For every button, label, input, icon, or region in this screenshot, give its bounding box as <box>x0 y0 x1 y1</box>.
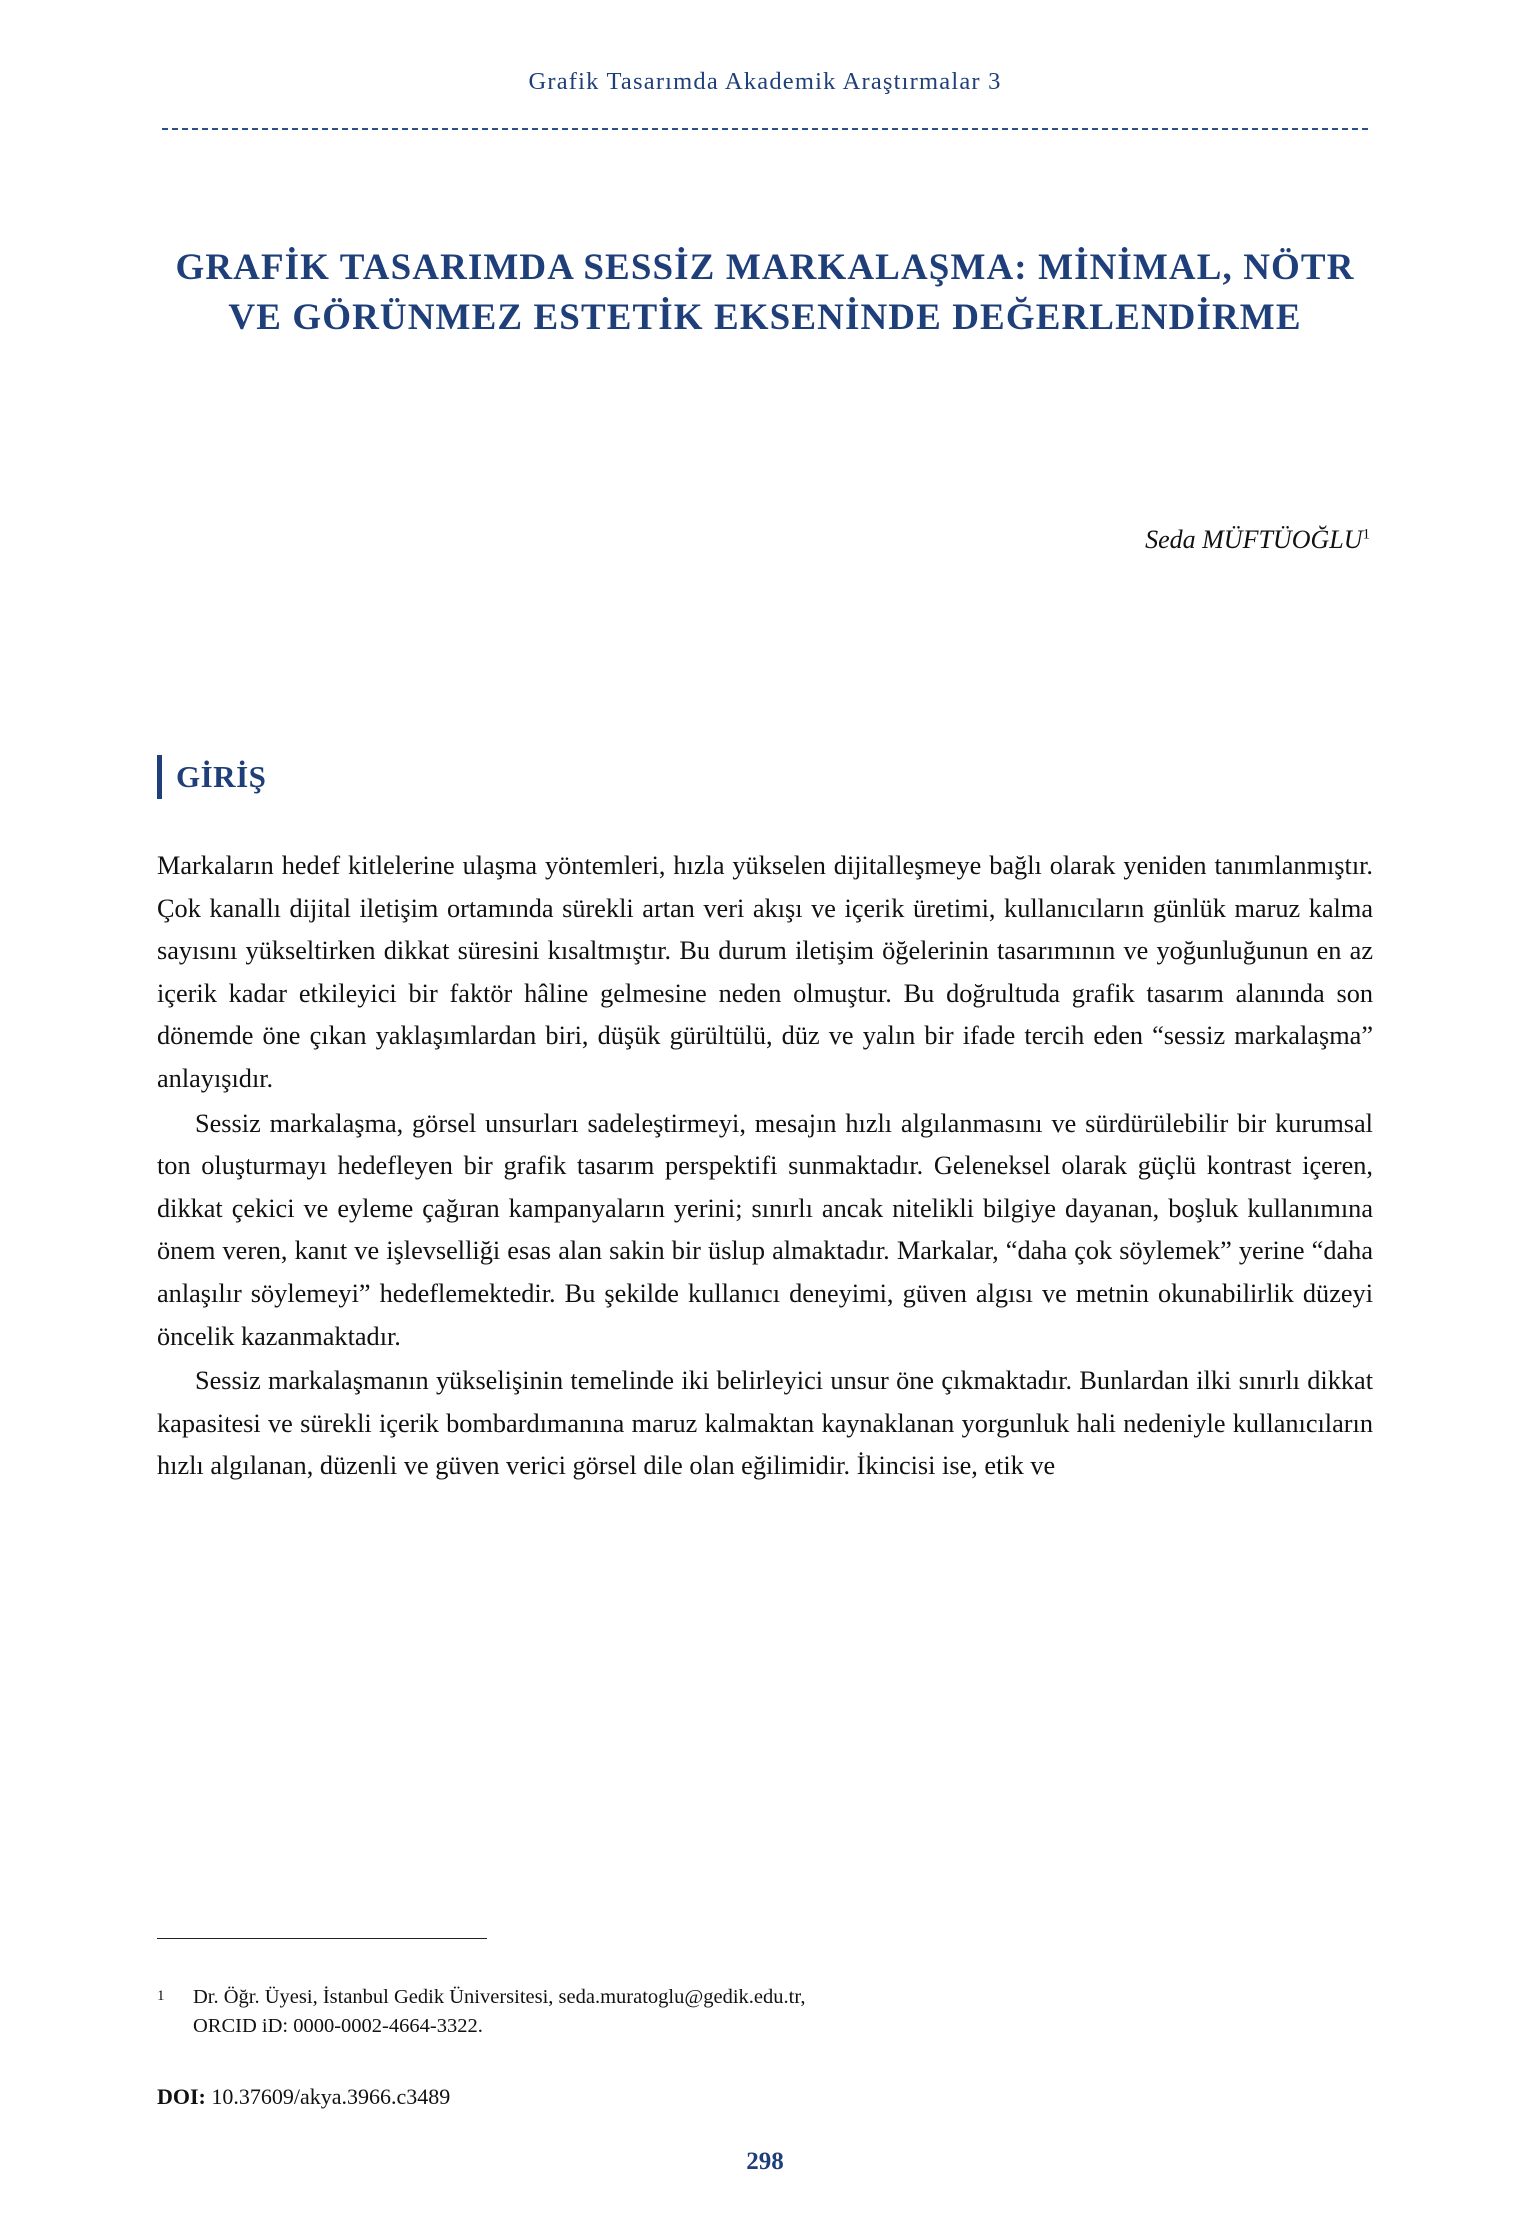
section-heading <box>157 755 266 799</box>
footnote-divider <box>157 1938 487 1939</box>
paragraph: Sessiz markalaşmanın yükselişinin temelinde iki belirleyici unsur öne çıkmaktadır. Bunlardan ilki sınırlı dikkat kapasitesi ve sürekli içerik bombardımanına maruz kalmaktan kaynaklanan yorgunluk hali nedeniyle kullanıcıların hızlı algılanan, düzenli ve güven verici görsel dile olan eğilimidir. İkincisi ise, etik ve <box>157 1366 1373 1481</box>
author-footnote-marker: 1 <box>1362 526 1370 543</box>
paragraph: Markaların hedef kitlelerine ulaşma yöntemleri, hızla yükselen dijitalleşmeye bağlı olarak yeniden tanımlanmıştır. Çok kanallı dijital iletişim ortamında sürekli artan veri akışı ve içerik üretimi, kullanıcıların günlük maruz kalma sayısını yükseltirken dikkat süresini kısaltmıştır. Bu durum iletişim öğelerinin tasarımının ve yoğunluğunun en az içerik kadar etkileyici bir faktör hâline gelmesine neden olmuştur. Bu doğrultuda grafik tasarım alanında son dönemde öne çıkan yaklaşımlardan biri, düşük gürültülü, düz ve yalın bir ifade tercih eden “sessiz markalaşma” anlayışıdır. <box>157 851 1373 1093</box>
footnote-line-orcid: ORCID iD: 0000-0002-4664-3322. <box>193 2015 483 2038</box>
running-head: Grafik Tasarımda Akademik Araştırmalar 3 <box>528 68 1002 95</box>
footnote-line-affiliation: Dr. Öğr. Üyesi, İstanbul Gedik Üniversitesi, seda.muratoglu@gedik.edu.tr, <box>193 1985 806 2008</box>
author-line <box>1145 525 1370 555</box>
page-title: GRAFİK TASARIMDA SESSİZ MARKALAŞMA: MİNİMAL, NÖTR VE GÖRÜNMEZ ESTETİK EKSENİNDE DEĞERLENDİRME <box>175 246 1355 339</box>
doi-line <box>157 2084 450 2110</box>
paragraph: Sessiz markalaşma, görsel unsurları sadeleştirmeyi, mesajın hızlı algılanmasını ve sürdürülebilir bir kurumsal ton oluşturmayı hedefleyen bir grafik tasarım perspektifi sunmaktadır. Geleneksel olarak güçlü kontrast içeren, dikkat çekici ve eyleme çağıran kampanyaların yerini; sınırlı ancak nitelikli bilgiye dayanan, boşluk kullanımına önem veren, kanıt ve işlevselliği esas alan sakin bir üslup almaktadır. Markalar, “daha çok söylemek” yerine “daha anlaşılır söylemeyi” hedeflemektedir. Bu şekilde kullanıcı deneyimi, güven algısı ve metnin okunabilirlik düzeyi öncelik kazanmaktadır. <box>157 1108 1373 1351</box>
footnote <box>157 1983 1373 2042</box>
section-heading-label: GİRİŞ <box>176 759 267 794</box>
section-accent-bar <box>157 755 162 799</box>
doi-value: 10.37609/akya.3966.c3489 <box>211 2084 451 2109</box>
author-name: Seda MÜFTÜOĞLU <box>1145 525 1363 554</box>
page-number: 298 <box>746 2148 784 2175</box>
footnote-marker: 1 <box>157 1987 165 2004</box>
header-divider <box>162 128 1368 130</box>
body-text <box>157 845 1373 1490</box>
doi-label: DOI: <box>157 2084 206 2109</box>
